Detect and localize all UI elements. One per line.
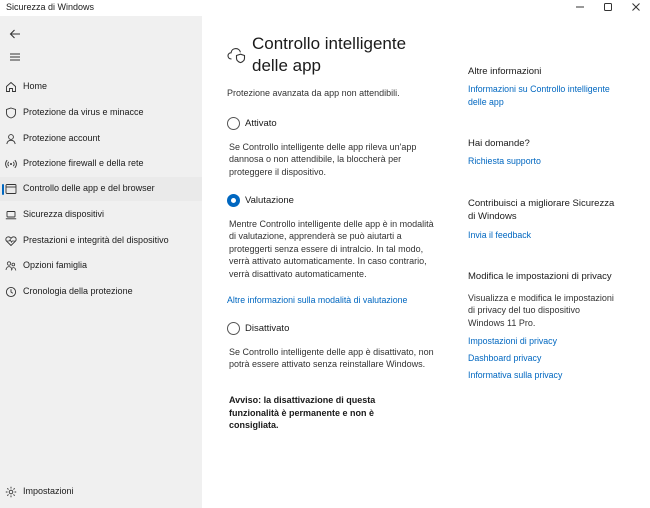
back-button[interactable] [4,23,26,45]
sidebar-item-label: Cronologia della protezione [23,286,133,296]
support-request-link[interactable]: Richiesta supporto [468,156,541,166]
sidebar-item-device-security[interactable] [0,203,202,227]
menu-button[interactable] [4,46,26,68]
minimize-icon [575,2,585,12]
settings-label: Impostazioni [23,486,74,496]
heart-pulse-icon [4,234,18,248]
activated-description: Se Controllo intelligente delle app rileva un'app dannosa o non attendibile, la bloccherà per proteggere il dispositivo. [229,142,417,177]
sidebar-item-label: Sicurezza dispositivi [23,209,105,219]
privacy-text: Visualizza e modifica le impostazioni di privacy del tuo dispositivo Windows 11 Pro. [468,293,614,328]
sidebar-item-family-options[interactable] [0,254,202,278]
page-title [252,33,452,77]
laptop-icon [4,208,18,222]
send-feedback-link[interactable]: Invia il feedback [468,230,532,240]
sidebar-item-home[interactable] [0,75,202,99]
sidebar-item-label: Protezione account [23,133,101,143]
sidebar-item-label: Opzioni famiglia [23,260,88,270]
close-button[interactable] [621,0,650,14]
family-icon [4,259,18,273]
radio-activated[interactable] [227,117,240,130]
window-title: Sicurezza di Windows [6,2,95,12]
person-icon [4,132,18,146]
evaluation-mode-info-link[interactable]: Altre informazioni sulla modalità di valutazione [227,295,408,305]
sidebar-item-virus-protection[interactable] [0,101,202,125]
page-title-line-1: Controllo intelligente [252,34,407,53]
home-icon [4,80,18,94]
radio-deactivated-label[interactable]: Disattivato [245,323,290,334]
gear-icon [4,485,18,499]
sidebar-item-label: Controllo delle app e del browser [23,183,155,193]
sidebar-item-settings[interactable] [0,480,202,504]
feedback-heading: Contribuisci a migliorare Sicurezza di Windows [468,198,615,222]
page-title-line-2: delle app [252,56,322,75]
app-browser-icon [4,182,18,196]
sidebar-item-firewall[interactable] [0,152,202,176]
radio-evaluation[interactable] [227,194,240,207]
radio-evaluation-label[interactable]: Valutazione [245,195,294,206]
sidebar-item-label: Protezione firewall e della rete [23,158,144,168]
maximize-icon [603,2,613,12]
shield-icon [4,106,18,120]
deactivated-description: Se Controllo intelligente delle app è disattivato, non potrà essere attivato senza reinstallare Windows. [229,347,434,370]
radio-activated-label[interactable]: Attivato [245,118,277,129]
privacy-heading: Modifica le impostazioni di privacy [468,271,612,282]
cloud-shield-icon [227,46,247,69]
radio-deactivated[interactable] [227,322,240,335]
history-icon [4,285,18,299]
close-icon [631,2,641,12]
title-bar [0,0,650,16]
wifi-antenna-icon [4,157,18,171]
privacy-dashboard-link[interactable]: Dashboard privacy [468,353,542,363]
privacy-statement-link[interactable]: Informativa sulla privacy [468,370,563,380]
back-arrow-icon [9,28,21,40]
warning-text: Avviso: la disattivazione di questa funzionalità è permanente e non è consigliata. [229,395,376,431]
maximize-button[interactable] [593,0,623,14]
minimize-button[interactable] [565,0,595,14]
info-heading: Altre informazioni [468,66,542,77]
hamburger-menu-icon [9,51,21,63]
page-subtitle: Protezione avanzata da app non attendibili. [227,88,400,98]
evaluation-description: Mentre Controllo intelligente delle app è in modalità di valutazione, apprenderà se può aiutarti a proteggerti senza essere di intralcio. In tal modo, verrà attivato automaticamente. In caso contrario, verrà disattivato automaticamente. [229,219,434,279]
sidebar-item-label: Prestazioni e integrità del dispositivo [23,235,169,245]
sidebar-item-label: Protezione da virus e minacce [23,107,144,117]
sidebar-item-protection-history[interactable] [0,280,202,304]
sidebar-item-account-protection[interactable] [0,127,202,151]
app-control-info-link[interactable]: Informazioni su Controllo intelligente delle app [468,84,610,107]
questions-heading: Hai domande? [468,138,530,149]
sidebar-item-label: Home [23,81,48,91]
sidebar [0,16,202,508]
sidebar-item-app-browser-control[interactable] [0,177,202,201]
privacy-settings-link[interactable]: Impostazioni di privacy [468,336,557,346]
sidebar-item-device-performance[interactable] [0,229,202,253]
